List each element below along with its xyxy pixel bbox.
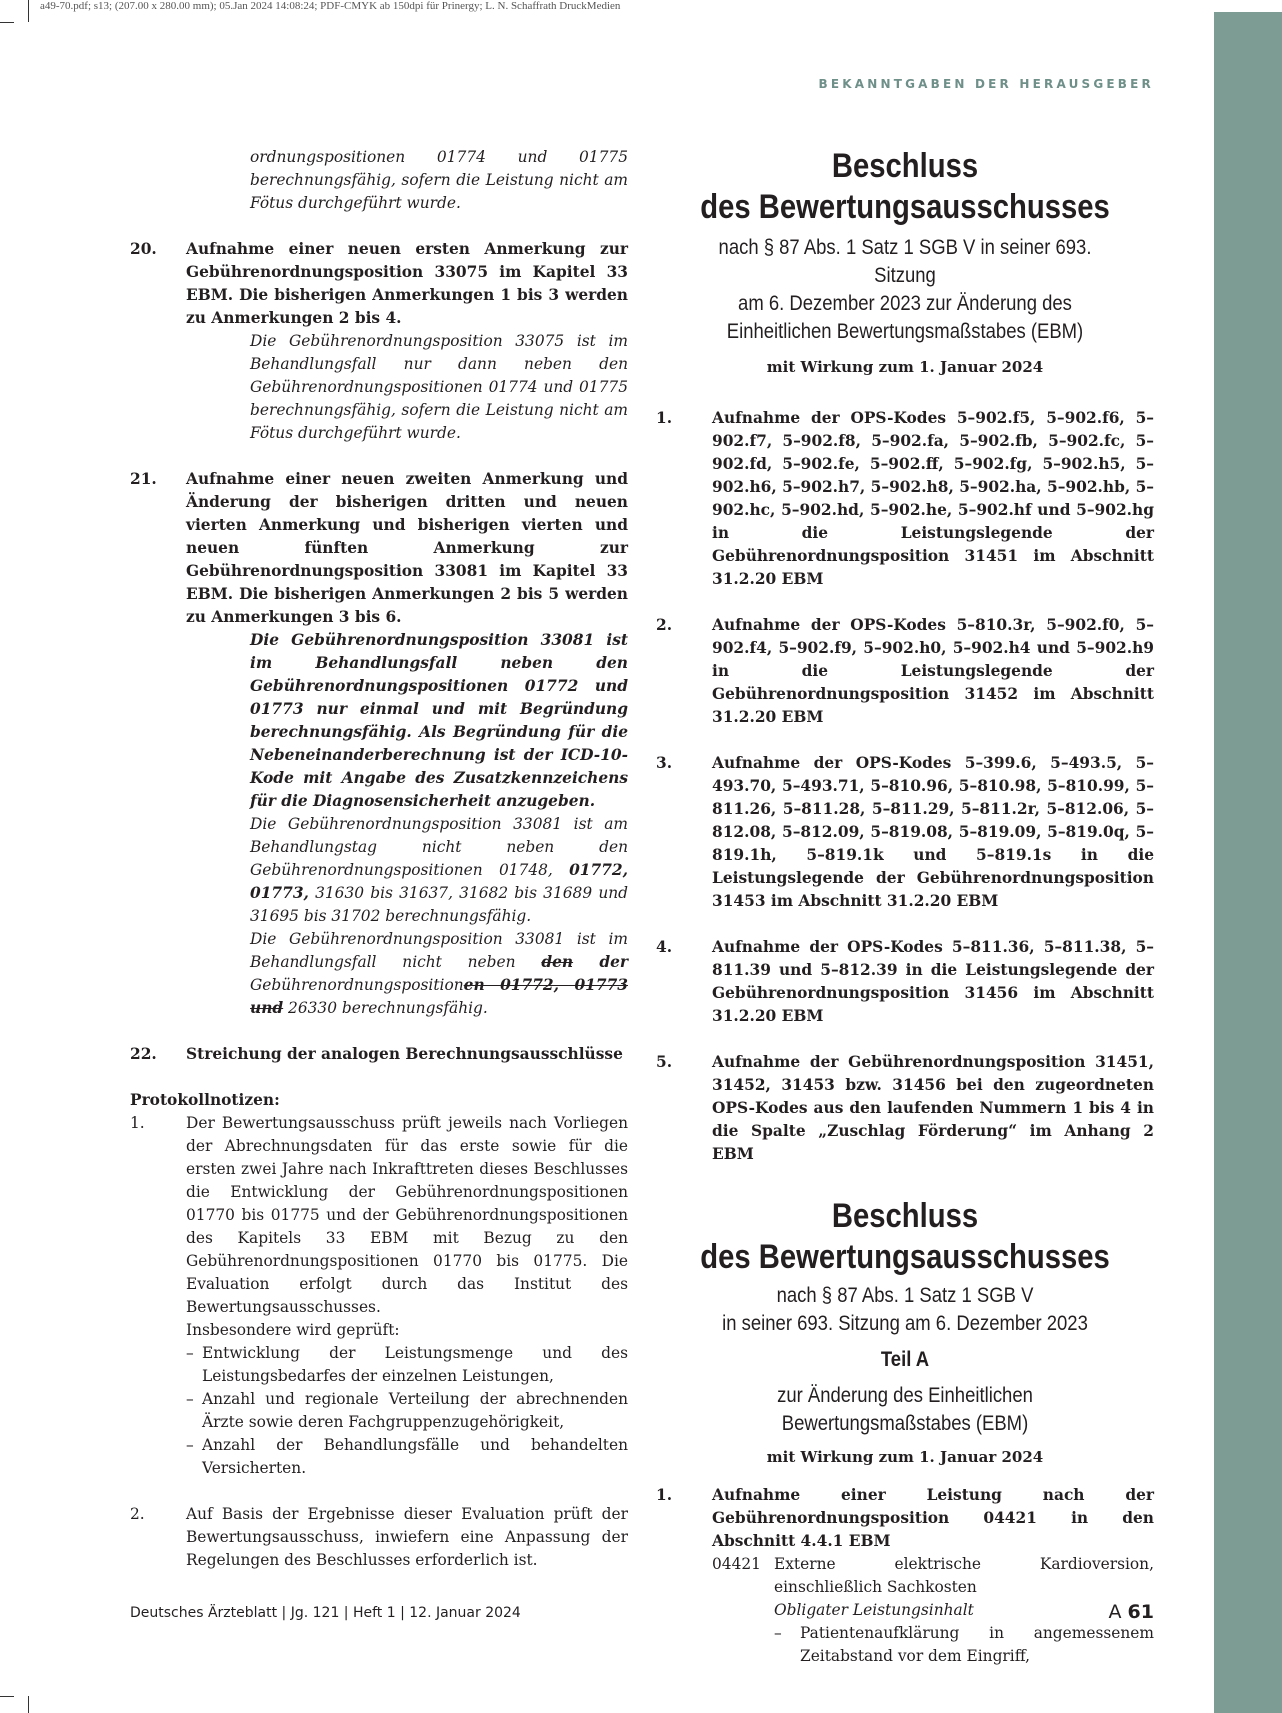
intro-text: ordnungspositionen 01774 und 01775 berechnungsfähig, sofern die Leistung nicht am Fötus durchgeführt wurde. (250, 148, 628, 212)
dash-bullet: – (186, 1390, 194, 1408)
page-prefix: A (1108, 1601, 1122, 1623)
obligatory-label: Obligater Leistungsinhalt (774, 1601, 974, 1619)
item-title: Streichung der analogen Berechnungsausschlüsse (186, 1045, 623, 1063)
print-info-line: a49-70.pdf; s13; (207.00 x 280.00 mm); 05.Jan 2024 14:08:24; PDF-CMYK ab 150dpi für Prinergy; L. N. Schaffrath DruckMedien (40, 0, 621, 12)
item-21 (130, 468, 628, 629)
text-run: 31630 bis 31637, 31682 bis 31689 und 31695 bis 31702 berechnungsfähig. (250, 884, 628, 925)
resolution-subtitle: nach § 87 Abs. 1 Satz 1 SGB V in seiner 693. Sitzung (718, 236, 1092, 287)
list-item (130, 1388, 628, 1434)
text-run: Gebührenordnungsposition (250, 976, 464, 994)
resolution-subtitle: Einheitlichen Bewertungsmaßstabes (EBM) (726, 320, 1084, 343)
item-number: 1. (656, 409, 673, 427)
item-text: Aufnahme der OPS-Kodes 5–811.36, 5–811.38, 5–811.39 und 5–812.39 in die Leistungslegende der Gebührenordnungsposition 31456 im Abschnitt 31.2.20 EBM (712, 938, 1154, 1025)
list-item-text: Entwicklung der Leistungsmenge und des Leistungsbedarfes der einzelnen Leistungen, (202, 1344, 628, 1385)
inserted-text: der (573, 953, 628, 971)
fee-description: Externe elektrische Kardioversion, einschließlich Sachkosten (774, 1555, 1154, 1596)
effective-date: mit Wirkung zum 1. Januar 2024 (766, 358, 1044, 376)
resolution-item (656, 614, 1154, 729)
note-text: Der Bewertungsausschuss prüft jeweils nach Vorliegen der Abrechnungsdaten für das erste sowie für die ersten zwei Jahre nach Inkrafttreten dieses Beschlusses die Entwicklung der Gebührenordnungspositionen 01770 bis 01775 und der Gebührenordnungspositionen des Kapitels 33 EBM mit Bezug zu den Gebührenordnungspositionen 01770 bis 01775. Die Evaluation erfolgt durch das Institut des Bewertungsausschusses. (186, 1114, 628, 1316)
list-item (130, 1342, 628, 1388)
note-text: Insbesondere wird geprüft: (186, 1321, 400, 1339)
item-title: Aufnahme einer neuen zweiten Anmerkung und Änderung der bisherigen dritten und neuen vierten Anmerkung und bisherigen vierten und neuen fünften Anmerkung zur Gebührenordnungsposition 33081 im Kapitel 33 EBM. Die bisherigen Anmerkungen 2 bis 5 werden zu Anmerkungen 3 bis 6. (186, 470, 628, 626)
resolution-subtitle: Bewertungsmaßstabes (EBM) (781, 1412, 1029, 1435)
resolution-title: des Bewertungsausschusses (700, 1238, 1110, 1276)
item-number: 1. (656, 1486, 673, 1504)
resolution-title: Beschluss (831, 1197, 979, 1235)
item-number: 21. (130, 470, 157, 488)
new-annotation-text: Die Gebührenordnungsposition 33081 ist im Behandlungsfall neben den Gebührenordnungspositionen 01772 und 01773 nur einmal und mit Begründung berechnungsfähig. Als Begründung für die Nebeneinanderberechnung ist der ICD-10-Kode mit Angabe des Zusatzkennzeichens für die Diagnosensicherheit anzugeben. (250, 631, 628, 810)
item-number: 2. (656, 616, 673, 634)
resolution-items (656, 407, 1154, 1166)
effective-date: mit Wirkung zum 1. Januar 2024 (766, 1448, 1044, 1466)
journal-citation: Deutsches Ärzteblatt | Jg. 121 | Heft 1 | 12. Januar 2024 (130, 1605, 521, 1621)
list-item-text: Anzahl der Behandlungsfälle und behandelten Versicherten. (202, 1436, 628, 1477)
item-number: 5. (656, 1053, 673, 1071)
item-number: 3. (656, 754, 673, 772)
resolution-subtitle: nach § 87 Abs. 1 Satz 1 SGB V (776, 1284, 1034, 1307)
list-item-text: Anzahl und regionale Verteilung der abrechnenden Ärzte sowie deren Fachgruppenzugehörigkeit, (202, 1390, 628, 1431)
inserted-text: 01772, 01773, (250, 861, 628, 902)
note-text: Auf Basis der Ergebnisse dieser Evaluation prüft der Bewertungsausschuss, inwiefern eine Anpassung der Regelungen des Beschlusses erforderlich ist. (186, 1505, 628, 1569)
note-number: 2. (130, 1505, 145, 1523)
protocol-note-2 (130, 1503, 628, 1572)
item-text: Aufnahme der OPS-Kodes 5–902.f5, 5–902.f6, 5–902.f7, 5–902.f8, 5–902.fa, 5–902.fb, 5–902.fc, 5–902.fd, 5–902.fe, 5–902.ff, 5–902.fg, 5–902.h5, 5–902.h6, 5–902.h7, 5–902.h8, 5–902.ha, 5–902.hb, 5–902.hc, 5–902.hd, 5–902.he, 5–902.hf und 5–902.hg in die Leistungslegende der Gebührenordnungsposition 31451 im Abschnitt 31.2.20 EBM (712, 409, 1154, 588)
item-20 (130, 238, 628, 330)
resolution-title: Beschluss (831, 147, 979, 185)
dash-bullet: – (186, 1344, 194, 1362)
item-text: Aufnahme der OPS-Kodes 5–810.3r, 5–902.f0, 5–902.f4, 5–902.f9, 5–902.h0, 5–902.h4 und 5–902.h9 in die Leistungslegende der Gebührenordnungsposition 31452 im Abschnitt 31.2.20 EBM (712, 616, 1154, 726)
item-number: 4. (656, 938, 673, 956)
crop-mark (28, 0, 29, 22)
resolution-subtitle: am 6. Dezember 2023 zur Änderung des (738, 292, 1072, 315)
crop-mark (0, 1696, 14, 1697)
crop-mark (0, 22, 14, 23)
crop-mark (28, 1696, 29, 1713)
resolution-item (656, 1051, 1154, 1166)
page-number-value: 61 (1127, 1601, 1154, 1623)
item-title: Aufnahme einer neuen ersten Anmerkung zur Gebührenordnungsposition 33075 im Kapitel 33 EBM. Die bisherigen Anmerkungen 1 bis 3 werden zu Anmerkungen 2 bis 4. (186, 240, 628, 327)
resolution-subtitle: zur Änderung des Einheitlichen (777, 1384, 1033, 1407)
color-sidebar (1214, 12, 1282, 1713)
left-column (130, 146, 628, 1572)
page-number (1109, 1601, 1155, 1623)
text-run: Die Gebührenordnungsposition 33081 ist am Behandlungstag nicht neben den Gebührenordnungspositionen 01748, (250, 815, 628, 879)
fee-code: 04421 (712, 1555, 761, 1573)
item-number: 22. (130, 1045, 157, 1063)
annotation-text (130, 813, 628, 928)
annotation-text: Die Gebührenordnungsposition 33075 ist im Behandlungsfall nur dann neben den Gebührenordnungspositionen 01774 und 01775 berechnungsfähig, sofern die Leistung nicht am Fötus durchgeführt wurde. (250, 332, 628, 442)
item-text: Aufnahme einer Leistung nach der Gebührenordnungsposition 04421 in den Abschnitt 4.4.1 EBM (712, 1486, 1154, 1550)
resolution-subtitle: in seiner 693. Sitzung am 6. Dezember 2023 (722, 1312, 1088, 1335)
annotation-text (130, 928, 628, 1020)
list-item (774, 1622, 1154, 1668)
dash-bullet: – (186, 1436, 194, 1454)
resolution-item (656, 936, 1154, 1028)
item-text: Aufnahme der Gebührenordnungsposition 31451, 31452, 31453 bzw. 31456 bei den zugeordneten OPS-Kodes aus den laufenden Nummern 1 bis 4 in die Spalte „Zuschlag Förderung“ im Anhang 2 EBM (712, 1053, 1154, 1163)
item-text: Aufnahme der OPS-Kodes 5–399.6, 5–493.5, 5–493.70, 5–493.71, 5–810.96, 5–810.98, 5–810.99, 5–811.26, 5–811.28, 5–811.29, 5–811.2r, 5–812.06, 5–812.08, 5–812.09, 5–819.08, 5–819.09, 5–819.0q, 5–819.1h, 5–819.1k und 5–819.1s in die Leistungslegende der Gebührenordnungsposition 31453 im Abschnitt 31.2.20 EBM (712, 754, 1154, 910)
item-number: 20. (130, 240, 157, 258)
deleted-text: den (541, 953, 574, 971)
section-header: BEKANNTGABEN DER HERAUSGEBER (818, 77, 1154, 91)
protocol-note-1 (130, 1112, 628, 1319)
resolution-item (656, 407, 1154, 591)
resolution-item (656, 752, 1154, 913)
dash-bullet: – (774, 1624, 782, 1642)
resolution-item (656, 1484, 1154, 1553)
item-22 (130, 1043, 628, 1066)
text-run: Die Gebührenordnungsposition 33081 ist im Behandlungsfall nicht neben (250, 930, 628, 971)
resolution-title: des Bewertungsausschusses (700, 188, 1110, 226)
right-column (656, 146, 1154, 1668)
list-item-text: Patientenaufklärung in angemessenem Zeitabstand vor dem Eingriff, (800, 1624, 1154, 1665)
fee-position (656, 1553, 1154, 1668)
text-run: 26330 berechnungsfähig. (283, 999, 488, 1017)
note-number: 1. (130, 1114, 145, 1132)
list-item (130, 1434, 628, 1480)
protocol-heading: Protokollnotizen: (130, 1091, 280, 1109)
deleted-text: en 01772, 01773 und (250, 976, 628, 1017)
part-label: Teil A (880, 1348, 930, 1371)
